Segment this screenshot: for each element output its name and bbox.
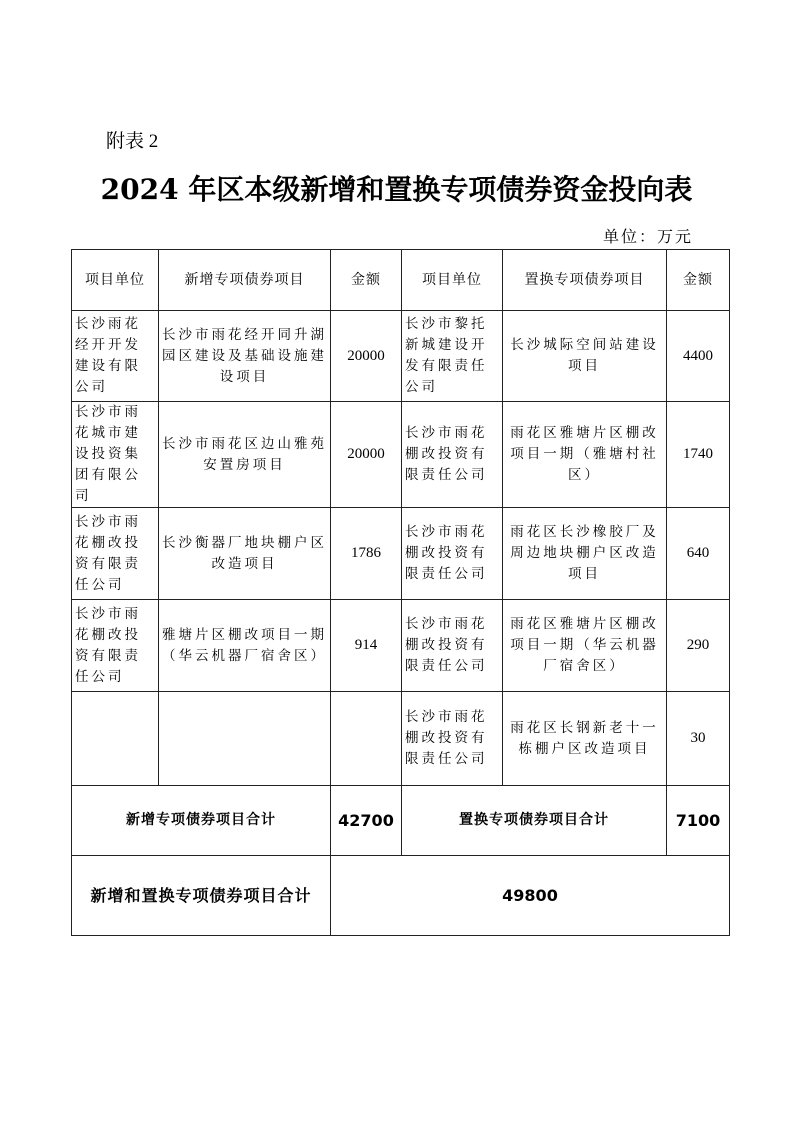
new-subtotal-value: 42700 xyxy=(331,786,402,856)
rep-subtotal-label: 置换专项债券项目合计 xyxy=(402,786,667,856)
attachment-label: 附表 2 xyxy=(106,131,159,152)
rep-unit-cell: 长沙市雨花棚改投资有限责任公司 xyxy=(402,692,503,786)
rep-project-cell: 雨花区雅塘片区棚改项目一期（华云机器厂宿舍区） xyxy=(503,600,667,692)
bond-allocation-table xyxy=(71,249,730,936)
header-row xyxy=(72,250,730,311)
new-amount-cell xyxy=(331,692,402,786)
new-project-cell: 长沙衡器厂地块棚户区改造项目 xyxy=(159,508,331,600)
new-amount-cell: 20000 xyxy=(331,402,402,508)
header-rep-unit: 项目单位 xyxy=(402,250,503,311)
rep-unit-cell: 长沙市黎托新城建设开发有限责任公司 xyxy=(402,311,503,402)
new-unit-cell xyxy=(72,692,159,786)
new-unit-cell: 长沙市雨花棚改投资有限责任公司 xyxy=(72,600,159,692)
rep-project-cell: 长沙城际空间站建设项目 xyxy=(503,311,667,402)
rep-project-cell: 雨花区雅塘片区棚改项目一期（雅塘村社区） xyxy=(503,402,667,508)
grand-total-value: 49800 xyxy=(331,856,730,936)
new-project-cell: 长沙市雨花经开同升湖园区建设及基础设施建设项目 xyxy=(159,311,331,402)
unit-label: 单位：万元 xyxy=(602,227,693,246)
new-unit-cell: 长沙雨花经开开发建设有限公司 xyxy=(72,311,159,402)
header-new-unit: 项目单位 xyxy=(72,250,159,311)
header-new-project: 新增专项债券项目 xyxy=(159,250,331,311)
rep-unit-cell: 长沙市雨花棚改投资有限责任公司 xyxy=(402,508,503,600)
rep-amount-cell: 1740 xyxy=(667,402,730,508)
table-row xyxy=(72,311,730,402)
new-amount-cell: 20000 xyxy=(331,311,402,402)
new-amount-cell: 1786 xyxy=(331,508,402,600)
rep-amount-cell: 640 xyxy=(667,508,730,600)
subtotal-row xyxy=(72,786,730,856)
rep-unit-cell: 长沙市雨花棚改投资有限责任公司 xyxy=(402,600,503,692)
header-rep-amount: 金额 xyxy=(667,250,730,311)
rep-project-cell: 雨花区长沙橡胶厂及周边地块棚户区改造项目 xyxy=(503,508,667,600)
rep-project-cell: 雨花区长钢新老十一栋棚户区改造项目 xyxy=(503,692,667,786)
new-unit-cell: 长沙市雨花棚改投资有限责任公司 xyxy=(72,508,159,600)
grand-total-label: 新增和置换专项债券项目合计 xyxy=(72,856,331,936)
grand-total-row xyxy=(72,856,730,936)
new-project-cell xyxy=(159,692,331,786)
page-title: 2024 年区本级新增和置换专项债券资金投向表 xyxy=(100,173,693,206)
new-subtotal-label: 新增专项债券项目合计 xyxy=(72,786,331,856)
rep-unit-cell: 长沙市雨花棚改投资有限责任公司 xyxy=(402,402,503,508)
table-row xyxy=(72,508,730,600)
header-rep-project: 置换专项债券项目 xyxy=(503,250,667,311)
header-new-amount: 金额 xyxy=(331,250,402,311)
new-project-cell: 雅塘片区棚改项目一期（华云机器厂宿舍区） xyxy=(159,600,331,692)
table-row xyxy=(72,600,730,692)
rep-amount-cell: 4400 xyxy=(667,311,730,402)
table-row xyxy=(72,402,730,508)
rep-amount-cell: 30 xyxy=(667,692,730,786)
table-row xyxy=(72,692,730,786)
new-project-cell: 长沙市雨花区边山雅苑安置房项目 xyxy=(159,402,331,508)
new-unit-cell: 长沙市雨花城市建设投资集团有限公司 xyxy=(72,402,159,508)
rep-subtotal-value: 7100 xyxy=(667,786,730,856)
rep-amount-cell: 290 xyxy=(667,600,730,692)
new-amount-cell: 914 xyxy=(331,600,402,692)
